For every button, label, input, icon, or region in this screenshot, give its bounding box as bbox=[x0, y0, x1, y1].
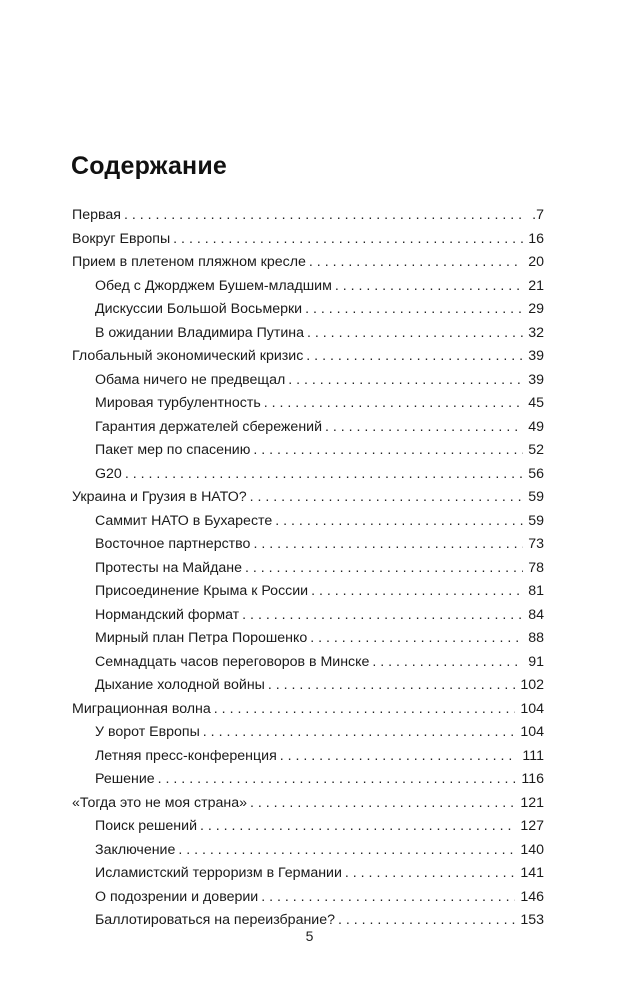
table-of-contents bbox=[72, 204, 544, 933]
toc-section bbox=[72, 463, 544, 487]
toc-entry-title: Баллотироваться на переизбрание? bbox=[95, 912, 336, 928]
toc-entry-title: Поиск решений bbox=[95, 818, 197, 834]
toc-section bbox=[72, 392, 544, 416]
toc-dot-leader bbox=[261, 886, 515, 910]
toc-entry-page: 39 bbox=[528, 371, 544, 388]
toc-entry-page: 88 bbox=[528, 630, 544, 646]
toc-entry-page: 52 bbox=[528, 442, 544, 458]
toc-section bbox=[72, 439, 544, 463]
toc-entry-title: Мировая турбулентность bbox=[95, 395, 261, 411]
toc-section bbox=[72, 651, 544, 675]
toc-dot-leader bbox=[280, 745, 518, 769]
toc-dot-leader bbox=[325, 416, 523, 440]
toc-entry-title: Вокруг Европы bbox=[72, 230, 171, 247]
toc-entry-title: О подозрении и доверии bbox=[95, 888, 259, 905]
toc-entry-title: Пакет мер по спасению bbox=[95, 442, 251, 458]
toc-entry-page: 153 bbox=[520, 912, 544, 928]
toc-dot-leader bbox=[275, 510, 523, 534]
toc-entry-page: 102 bbox=[520, 677, 544, 693]
toc-entry-title: Глобальный экономический кризис bbox=[72, 348, 304, 364]
toc-entry-title: «Тогда это не моя страна» bbox=[72, 794, 248, 811]
toc-dot-leader bbox=[200, 815, 515, 839]
toc-entry-page: 104 bbox=[520, 724, 544, 740]
toc-entry-title: Заключение bbox=[95, 841, 176, 858]
toc-entry-title: Присоединение Крыма к России bbox=[95, 583, 309, 599]
toc-section bbox=[72, 557, 544, 581]
toc-section bbox=[72, 510, 544, 534]
toc-entry-page: 141 bbox=[520, 865, 544, 881]
toc-chapter bbox=[72, 204, 544, 228]
toc-entry-page: 81 bbox=[528, 583, 544, 599]
toc-entry-page: 73 bbox=[528, 536, 544, 552]
toc-dot-leader bbox=[242, 604, 523, 628]
toc-dot-leader bbox=[245, 557, 523, 581]
toc-entry-title: Обама ничего не предвещал bbox=[95, 371, 286, 388]
toc-section bbox=[72, 275, 544, 299]
toc-dot-leader bbox=[214, 698, 516, 722]
toc-chapter bbox=[72, 698, 544, 722]
toc-entry-title: Украина и Грузия в НАТО? bbox=[72, 489, 247, 505]
toc-section bbox=[72, 721, 544, 745]
toc-dot-leader bbox=[253, 439, 523, 463]
toc-entry-page: 29 bbox=[528, 301, 544, 317]
toc-section bbox=[72, 815, 544, 839]
toc-entry-page: 146 bbox=[520, 888, 544, 905]
toc-entry-title: В ожидании Владимира Путина bbox=[95, 324, 305, 341]
toc-dot-leader bbox=[306, 345, 523, 369]
toc-entry-page: 104 bbox=[520, 700, 544, 717]
toc-dot-leader bbox=[264, 392, 524, 416]
page-title: Содержание bbox=[71, 152, 228, 180]
toc-entry-page: 78 bbox=[528, 559, 544, 576]
toc-entry-page: .7 bbox=[532, 207, 544, 223]
toc-entry-page: 49 bbox=[528, 418, 544, 435]
toc-section bbox=[72, 839, 544, 863]
toc-section bbox=[72, 627, 544, 651]
toc-entry-title: Восточное партнерство bbox=[95, 536, 251, 552]
toc-dot-leader bbox=[268, 674, 515, 698]
toc-section bbox=[72, 369, 544, 393]
toc-entry-page: 59 bbox=[528, 489, 544, 505]
toc-entry-title: Обед с Джорджем Бушем-младшим bbox=[95, 277, 332, 294]
toc-entry-page: 84 bbox=[528, 606, 544, 623]
toc-entry-page: 45 bbox=[528, 395, 544, 411]
toc-chapter bbox=[72, 228, 544, 252]
toc-dot-leader bbox=[124, 204, 527, 228]
toc-entry-title: Семнадцать часов переговоров в Минске bbox=[95, 653, 370, 670]
toc-dot-leader bbox=[311, 580, 523, 604]
toc-entry-title: Первая bbox=[72, 207, 121, 223]
toc-section bbox=[72, 604, 544, 628]
toc-chapter bbox=[72, 251, 544, 275]
page-number: 5 bbox=[305, 928, 314, 944]
toc-entry-title: G20 bbox=[95, 465, 122, 482]
toc-chapter bbox=[72, 345, 544, 369]
toc-dot-leader bbox=[125, 463, 523, 487]
toc-section bbox=[72, 298, 544, 322]
toc-entry-page: 21 bbox=[528, 277, 544, 294]
toc-chapter bbox=[72, 486, 544, 510]
toc-entry-page: 20 bbox=[528, 254, 544, 270]
toc-dot-leader bbox=[158, 768, 517, 792]
toc-section bbox=[72, 580, 544, 604]
toc-dot-leader bbox=[310, 627, 523, 651]
toc-entry-page: 39 bbox=[528, 348, 544, 364]
toc-dot-leader bbox=[178, 839, 515, 863]
toc-entry-page: 116 bbox=[521, 771, 544, 787]
toc-entry-title: Решение bbox=[95, 771, 155, 787]
toc-dot-leader bbox=[335, 275, 523, 299]
toc-entry-page: 111 bbox=[522, 747, 544, 764]
toc-dot-leader bbox=[309, 251, 523, 275]
toc-entry-page: 56 bbox=[528, 465, 544, 482]
toc-section bbox=[72, 745, 544, 769]
toc-entry-page: 16 bbox=[528, 230, 544, 247]
toc-entry-title: Нормандский формат bbox=[95, 606, 240, 623]
toc-entry-title: Гарантия держателей сбережений bbox=[95, 418, 322, 435]
toc-dot-leader bbox=[250, 792, 515, 816]
toc-entry-title: Протесты на Майдане bbox=[95, 559, 242, 576]
toc-dot-leader bbox=[253, 533, 523, 557]
toc-entry-title: Мирный план Петра Порошенко bbox=[95, 630, 308, 646]
toc-section bbox=[72, 533, 544, 557]
toc-dot-leader bbox=[345, 862, 515, 886]
toc-entry-title: Летняя пресс-конференция bbox=[95, 747, 277, 764]
toc-entry-title: Миграционная волна bbox=[72, 700, 211, 717]
toc-dot-leader bbox=[250, 486, 524, 510]
toc-entry-page: 127 bbox=[520, 818, 544, 834]
toc-section bbox=[72, 862, 544, 886]
toc-entry-title: Прием в плетеном пляжном кресле bbox=[72, 254, 306, 270]
toc-entry-page: 121 bbox=[520, 794, 544, 811]
toc-entry-page: 59 bbox=[528, 512, 544, 529]
toc-section bbox=[72, 768, 544, 792]
toc-entry-page: 91 bbox=[528, 653, 544, 670]
toc-dot-leader bbox=[305, 298, 523, 322]
toc-entry-page: 140 bbox=[520, 841, 544, 858]
toc-section bbox=[72, 886, 544, 910]
toc-dot-leader bbox=[372, 651, 523, 675]
toc-dot-leader bbox=[307, 322, 523, 346]
toc-entry-title: Саммит НАТО в Бухаресте bbox=[95, 512, 273, 529]
toc-dot-leader bbox=[203, 721, 516, 745]
toc-section bbox=[72, 416, 544, 440]
toc-entry-page: 32 bbox=[528, 324, 544, 341]
toc-entry-title: У ворот Европы bbox=[95, 724, 200, 740]
toc-section bbox=[72, 674, 544, 698]
toc-section bbox=[72, 322, 544, 346]
toc-dot-leader bbox=[288, 369, 523, 393]
toc-entry-title: Дыхание холодной войны bbox=[95, 677, 265, 693]
toc-entry-title: Исламистский терроризм в Германии bbox=[95, 865, 342, 881]
toc-dot-leader bbox=[173, 228, 523, 252]
toc-entry-title: Дискуссии Большой Восьмерки bbox=[95, 301, 303, 317]
toc-chapter bbox=[72, 792, 544, 816]
